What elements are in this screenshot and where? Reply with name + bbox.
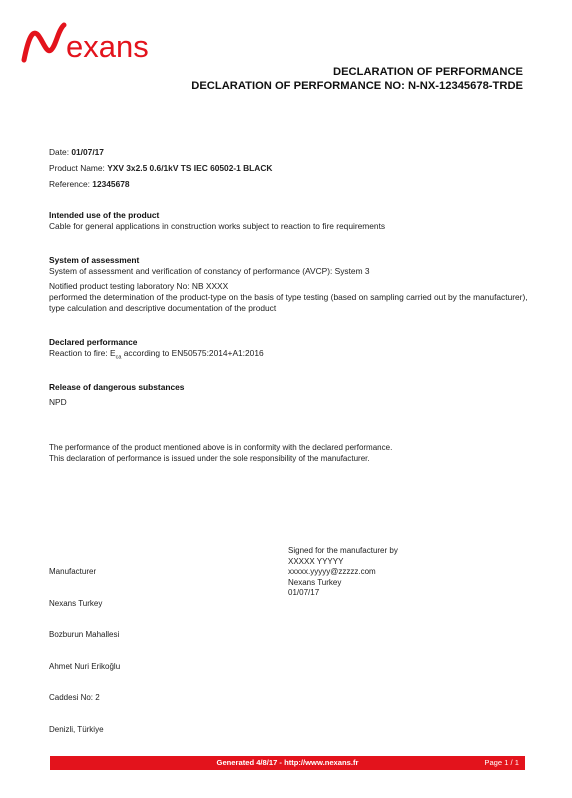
dangerous-substances-section (49, 382, 529, 408)
declared-performance-heading: Declared performance (49, 337, 138, 347)
signed-line: Nexans Turkey (288, 577, 342, 587)
assessment-description: performed the determination of the product-type on the basis of type testing (based on sampling carried out by the manufacturer), type calculation and descriptive documentation of the product (49, 292, 528, 313)
reference-value: 12345678 (92, 179, 130, 189)
dangerous-substances-text: NPD (49, 397, 67, 407)
manufacturer-address (49, 546, 120, 746)
signed-line: 01/07/17 (288, 588, 320, 597)
nexans-mark-icon (24, 25, 64, 60)
document-title: DECLARATION OF PERFORMANCE (333, 66, 523, 78)
reaction-standard: according to EN50575:2014+A1:2016 (121, 348, 264, 358)
document-header (191, 66, 523, 93)
reference-label: Reference: (49, 179, 90, 189)
logo-text: exans (66, 29, 149, 64)
intended-use-text: Cable for general applications in construction works subject to reaction to fire requirements (49, 221, 386, 231)
page-number: Page 1 / 1 (484, 758, 519, 767)
assessment-section (49, 255, 529, 314)
footer-generated: Generated 4/8/17 - http://www.nexans.fr (216, 758, 359, 767)
document-meta (49, 144, 272, 192)
product-label: Product Name: (49, 163, 105, 173)
conformity-line-2: This declaration of performance is issued under the sole responsibility of the manufacturer. (49, 453, 370, 463)
assessment-lab: Notified product testing laboratory No: NB XXXX (49, 281, 229, 291)
date-label: Date: (49, 147, 70, 157)
manufacturer-line: Bozburun Mahallesi (49, 630, 120, 639)
reaction-class-sub: ca (115, 354, 122, 361)
signature-block (288, 546, 398, 599)
manufacturer-line: Denizli, Türkiye (49, 724, 104, 734)
signed-email: xxxxx.yyyyy@zzzzz.com (288, 567, 376, 576)
date-value: 01/07/17 (71, 147, 104, 157)
intended-use-heading: Intended use of the product (49, 210, 160, 220)
product-value: YXV 3x2.5 0.6/1kV TS IEC 60502-1 BLACK (107, 163, 273, 173)
dangerous-substances-heading: Release of dangerous substances (49, 382, 185, 392)
footer-bar (50, 756, 525, 770)
declared-performance-text (49, 348, 529, 364)
signed-line: Signed for the manufacturer by (288, 546, 398, 555)
nexans-logo (20, 20, 170, 66)
declared-performance-section (49, 337, 529, 364)
conformity-statement (49, 443, 529, 464)
intended-use-section (49, 210, 529, 232)
assessment-avcp: System of assessment and verification of constancy of performance (AVCP): System 3 (49, 266, 370, 276)
manufacturer-line: Nexans Turkey (49, 598, 103, 608)
assessment-heading: System of assessment (49, 255, 140, 265)
manufacturer-line: Ahmet Nuri Erikoğlu (49, 661, 121, 671)
reaction-label: Reaction to fire: E (49, 348, 116, 358)
manufacturer-line: Manufacturer (49, 567, 97, 576)
document-number: DECLARATION OF PERFORMANCE NO: N-NX-12345678-TRDE (191, 79, 523, 92)
conformity-line-1: The performance of the product mentioned above is in conformity with the declared performance. (49, 443, 393, 452)
date-row (49, 144, 272, 160)
product-row (49, 160, 272, 176)
reference-row (49, 176, 272, 192)
manufacturer-line: Caddesi No: 2 (49, 693, 100, 702)
signed-line: XXXXX YYYYY (288, 556, 344, 566)
